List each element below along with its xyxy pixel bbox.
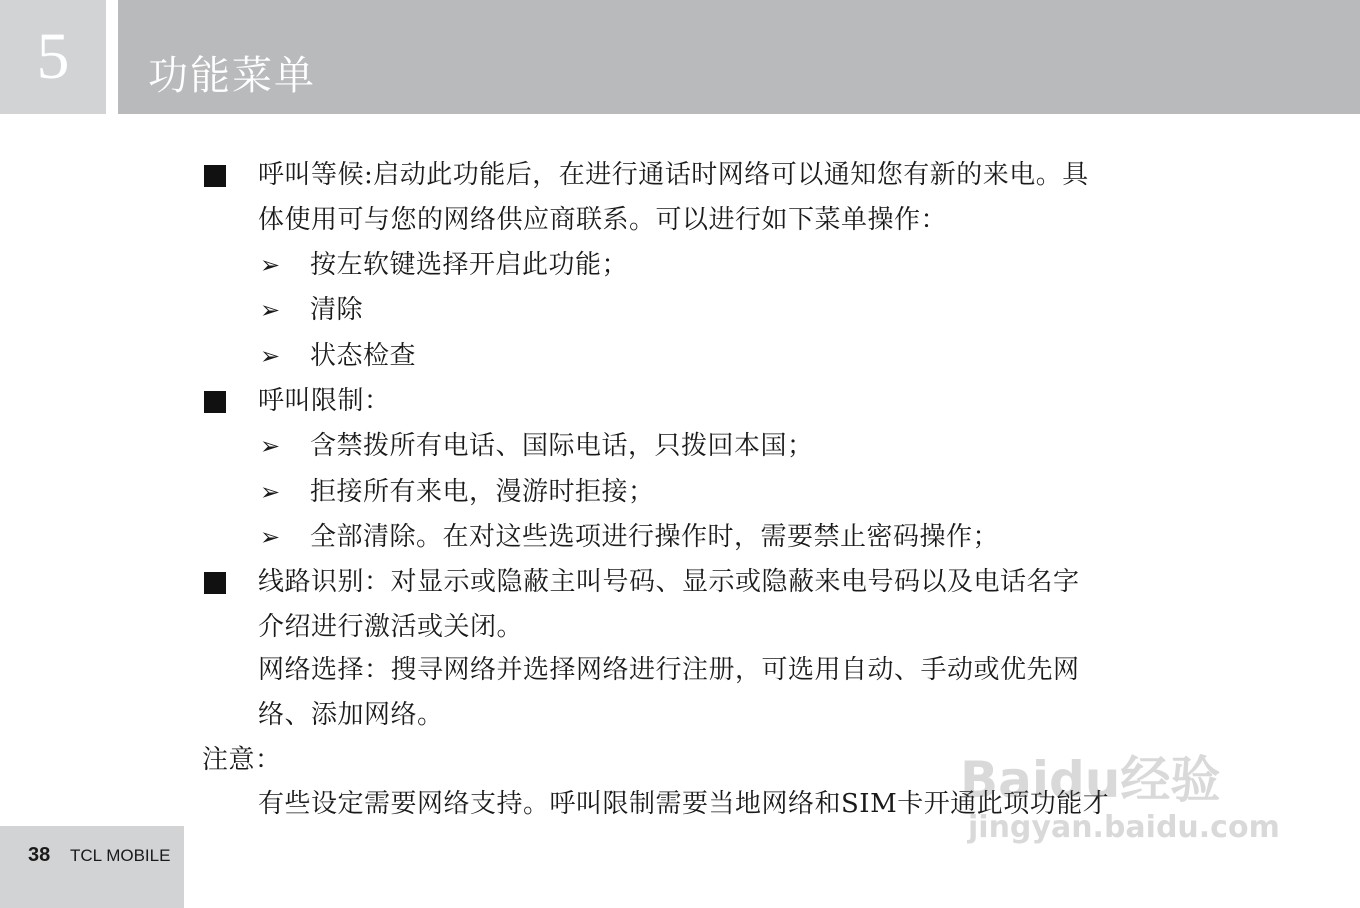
arrow-bullet-icon: ➢ <box>260 342 281 370</box>
watermark-url: jingyan.baidu.com <box>968 810 1280 845</box>
list-item: 状态检查 <box>310 341 417 371</box>
note-text: 有些设定需要网络支持。呼叫限制需要当地网络和SIM卡开通此项功能才 <box>258 789 1110 819</box>
network-selection-text-cont: 络、添加网络。 <box>258 700 444 730</box>
chapter-title: 功能菜单 <box>148 53 316 99</box>
square-bullet-icon <box>204 165 226 187</box>
arrow-bullet-icon: ➢ <box>260 251 281 279</box>
watermark-logo-text: Baidu经验 <box>960 751 1221 809</box>
arrow-bullet-icon: ➢ <box>260 432 281 460</box>
list-item: 含禁拨所有电话、国际电话，只拨回本国； <box>310 431 814 461</box>
call-waiting-text-cont: 体使用可与您的网络供应商联系。可以进行如下菜单操作： <box>258 205 948 235</box>
baidu-watermark <box>940 700 1280 860</box>
note-label: 注意： <box>202 745 282 775</box>
arrow-bullet-icon: ➢ <box>260 478 281 506</box>
chapter-number: 5 <box>0 0 106 114</box>
brand-name: TCL MOBILE <box>70 846 171 865</box>
square-bullet-icon <box>204 572 226 594</box>
list-item: 按左软键选择开启此功能； <box>310 250 629 280</box>
page-footer <box>0 826 184 908</box>
list-item: 清除 <box>310 295 364 325</box>
network-selection-text: 网络选择：搜寻网络并选择网络进行注册，可选用自动、手动或优先网 <box>258 655 1080 685</box>
call-barring-text: 呼叫限制： <box>258 386 391 416</box>
call-waiting-text: 呼叫等候:启动此功能后，在进行通话时网络可以通知您有新的来电。具 <box>258 160 1089 190</box>
list-item: 全部清除。在对这些选项进行操作时，需要禁止密码操作； <box>310 522 1000 552</box>
arrow-bullet-icon: ➢ <box>260 523 281 551</box>
arrow-bullet-icon: ➢ <box>260 296 281 324</box>
square-bullet-icon <box>204 391 226 413</box>
line-id-text-cont: 介绍进行激活或关闭。 <box>258 612 524 642</box>
page-number: 38 <box>28 844 51 866</box>
list-item: 拒接所有来电，漫游时拒接； <box>310 477 655 507</box>
line-id-text: 线路识别：对显示或隐蔽主叫号码、显示或隐蔽来电号码以及电话名字 <box>258 567 1080 597</box>
